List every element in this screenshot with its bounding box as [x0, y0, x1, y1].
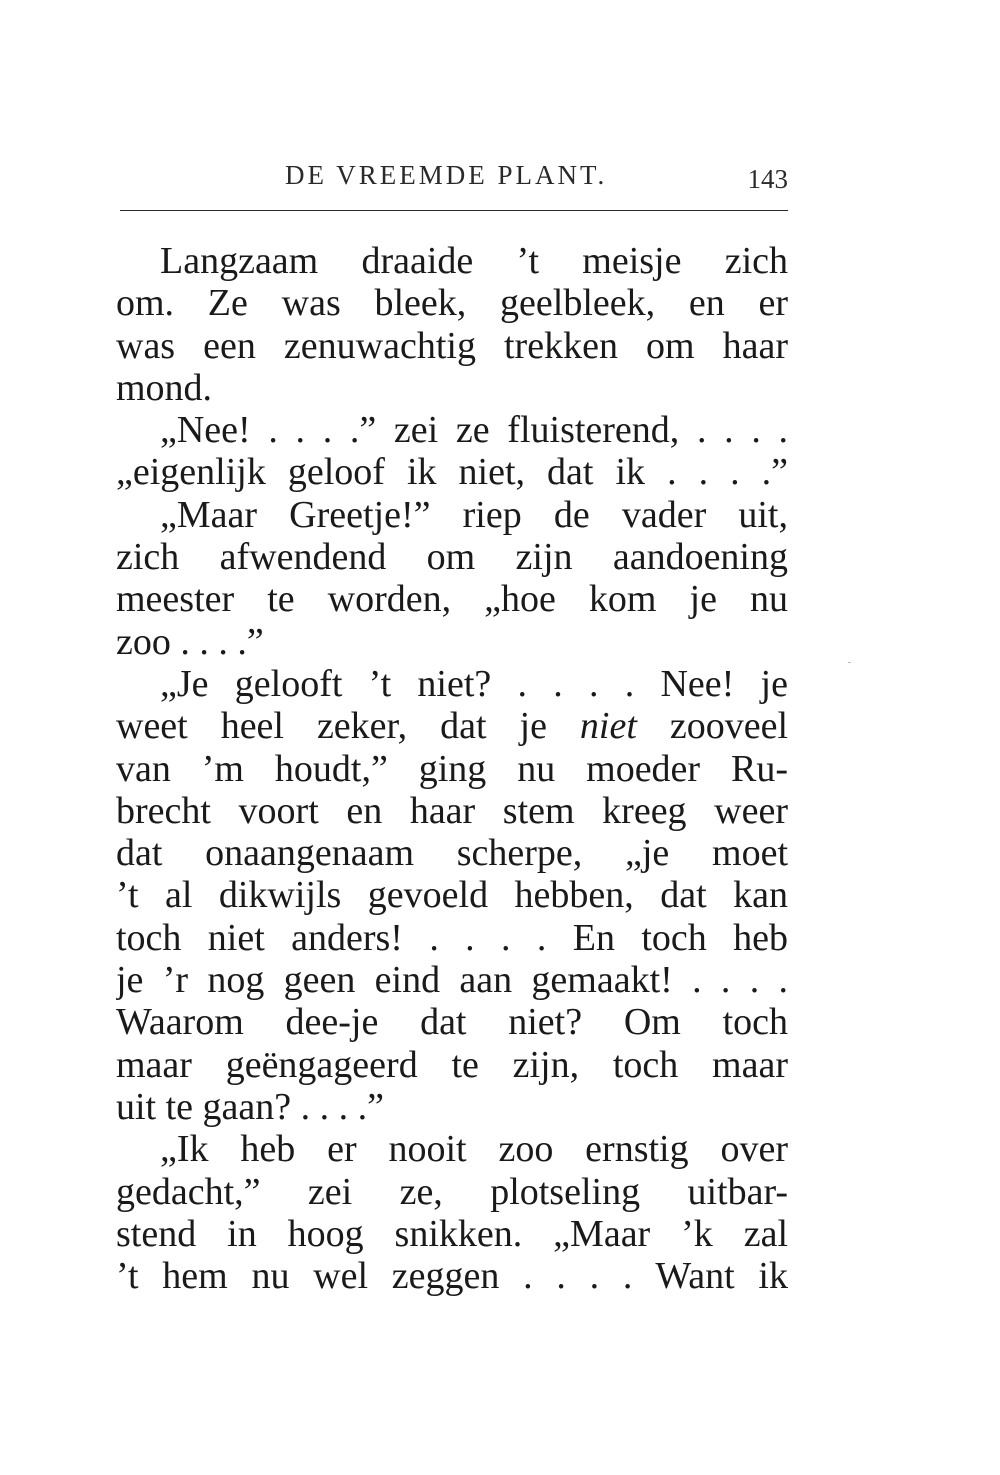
- page-number: 143: [747, 164, 788, 194]
- text-line: brecht voort en haar stem kreeg weer: [116, 789, 788, 832]
- text-line: toch niet anders! . . . . En toch heb: [116, 916, 788, 959]
- text-line: maar geëngageerd te zijn, toch maar: [116, 1043, 788, 1086]
- text-line: stend in hoog snikken. „Maar ’k zal: [116, 1212, 788, 1255]
- scan-speck: [848, 662, 851, 663]
- text-line: uit te gaan? . . . .”: [116, 1085, 385, 1128]
- text-line: „Ik heb er nooit zoo ernstig over: [160, 1128, 788, 1171]
- text-line: om. Ze was bleek, geelbleek, en er: [116, 282, 788, 325]
- text-line: ’t al dikwijls gevoeld hebben, dat kan: [116, 874, 788, 917]
- text-line: „Nee! . . . .” zei ze fluisterend, . . . .: [160, 409, 788, 452]
- text-segment: zooveel: [669, 705, 788, 748]
- text-line: „Maar Greetje!” riep de vader uit,: [160, 493, 788, 536]
- running-title: DE VREEMDE PLANT.: [285, 160, 608, 190]
- text-line: Waarom dee-je dat niet? Om toch: [116, 1001, 788, 1044]
- text-line: meester te worden, „hoe kom je nu: [116, 578, 788, 621]
- body-text: [116, 240, 788, 1297]
- text-line: dat onaangenaam scherpe, „je moet: [116, 832, 788, 875]
- text-line: zich afwendend om zijn aandoening: [116, 536, 788, 579]
- text-line: van ’m houdt,” ging nu moeder Ru-: [116, 747, 788, 790]
- emphasized-word: niet: [579, 705, 637, 748]
- running-head: [120, 160, 788, 200]
- text-line: zoo . . . .”: [116, 620, 264, 663]
- text-line: „Je gelooft ’t niet? . . . . Nee! je: [160, 662, 788, 705]
- text-segment: weet heel zeker, dat je: [116, 705, 547, 748]
- text-line: „eigenlijk geloof ik niet, dat ik . . . .”: [116, 451, 788, 494]
- text-line: ’t hem nu wel zeggen . . . . Want ik: [116, 1255, 788, 1298]
- text-line: was een zenuwachtig trekken om haar: [116, 324, 788, 367]
- header-rule: [120, 210, 788, 211]
- text-line-with-emphasis: [116, 705, 788, 747]
- text-line: je ’r nog geen eind aan gemaakt! . . . .: [116, 959, 788, 1002]
- text-line: mond.: [116, 366, 213, 409]
- text-line: Langzaam draaide ’t meisje zich: [160, 240, 788, 282]
- text-line: gedacht,” zei ze, plotseling uitbar-: [116, 1170, 788, 1213]
